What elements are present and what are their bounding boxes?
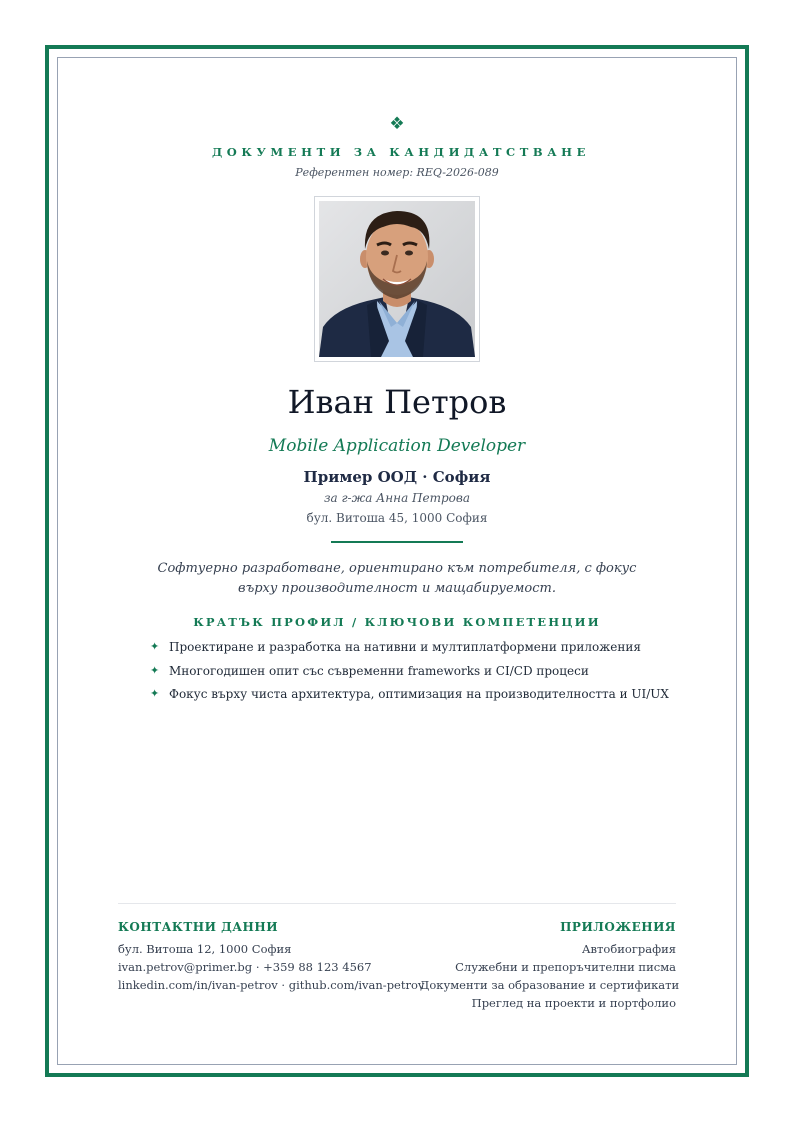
contact-address: бул. Витоша 12, 1000 София	[118, 942, 292, 956]
competence-text: Фокус върху чиста архитектура, оптимизация на производителността и UI/UX	[169, 687, 669, 701]
contact-email-phone[interactable]: ivan.petrov@primer.bg · +359 88 123 4567	[118, 960, 372, 974]
attachment-item: Автобиография	[581, 942, 676, 956]
recipient-address: бул. Витоша 45, 1000 София	[306, 511, 488, 525]
list-item	[150, 662, 670, 680]
attachments-section	[420, 919, 680, 1012]
contact-section	[118, 919, 448, 994]
competence-list	[150, 638, 670, 709]
contact-heading: КОНТАКТНИ ДАННИ	[118, 920, 279, 934]
candidate-name: Иван Петров	[287, 383, 507, 421]
attachment-item: Преглед на проекти и портфолио	[471, 996, 676, 1010]
attachment-item: Служебни и препоръчителни писма	[455, 960, 676, 974]
document-heading: ДОКУМЕНТИ ЗА КАНДИДАТСТВАНЕ	[211, 145, 591, 159]
reference-number: Референтен номер: REQ-2026-089	[295, 166, 499, 179]
profile-section-title: КРАТЪК ПРОФИЛ / КЛЮЧОВИ КОМПЕТЕНЦИИ	[193, 615, 601, 629]
diamond-ornament-icon: ❖	[389, 114, 405, 134]
accent-divider	[331, 541, 463, 543]
photo-frame	[314, 196, 480, 362]
sparkle-bullet-icon: ✦	[150, 640, 160, 653]
footer-divider	[118, 903, 676, 904]
attachment-item: Документи за образование и сертификати	[420, 978, 680, 992]
tagline: Софтуерно разработване, ориентирано към потребителя, с фокус върху производителност и мащабируемост.	[157, 561, 637, 596]
recipient-company: Пример ООД · София	[303, 468, 491, 486]
list-item	[150, 685, 670, 703]
candidate-photo	[319, 201, 475, 357]
recipient-attention: за г-жа Анна Петрова	[323, 491, 471, 505]
contact-links[interactable]: linkedin.com/in/ivan-petrov · github.com/ivan-petrov	[118, 978, 425, 992]
sparkle-bullet-icon: ✦	[150, 663, 160, 677]
job-title: Mobile Application Developer	[268, 436, 526, 456]
competence-text: Проектиране и разработка на нативни и мултиплатформени приложения	[169, 640, 641, 654]
competence-text: Многогодишен опит със съвременни frameworks и CI/CD процеси	[169, 663, 589, 678]
attachments-heading: ПРИЛОЖЕНИЯ	[560, 920, 676, 934]
sparkle-bullet-icon: ✦	[150, 687, 160, 700]
list-item	[150, 638, 670, 656]
